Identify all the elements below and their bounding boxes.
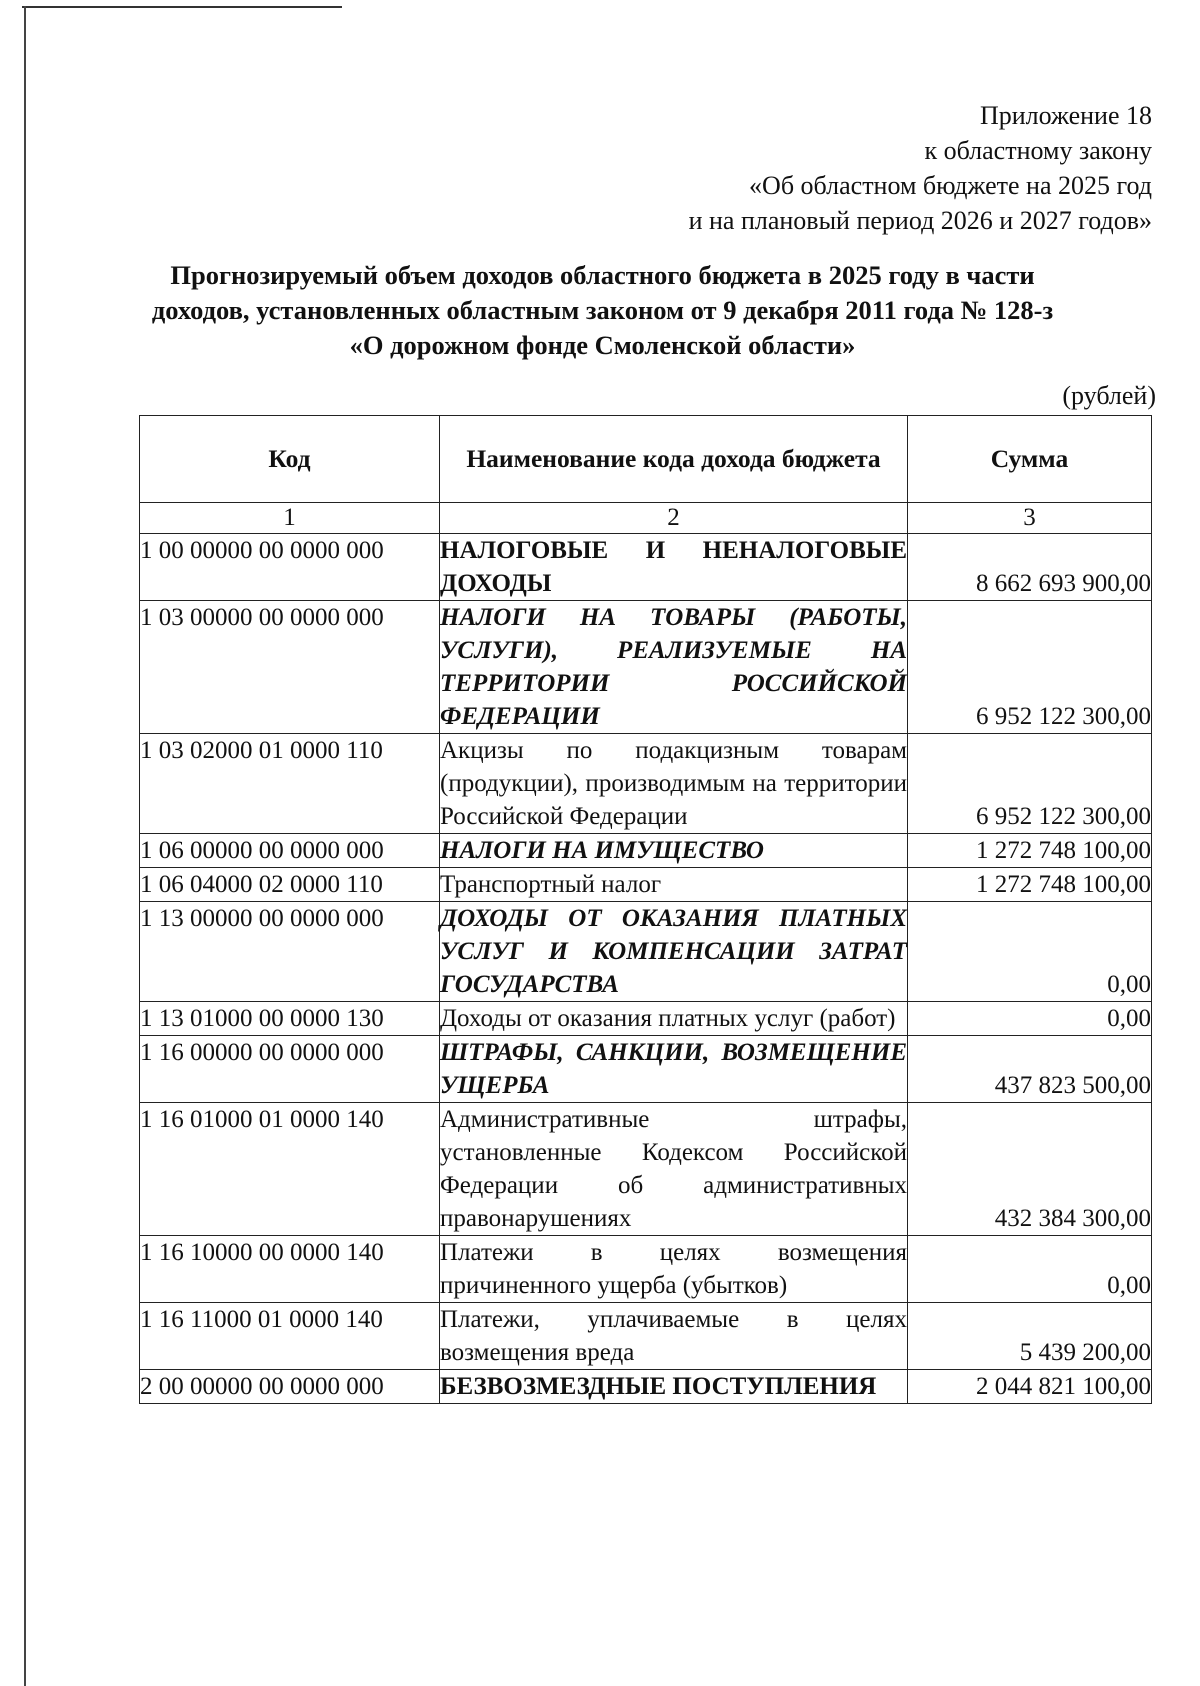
title-line-1: Прогнозируемый объем доходов областного бюджета в 2025 году в части xyxy=(170,260,1035,290)
header-sum: Сумма xyxy=(908,416,1152,503)
column-number: 1 xyxy=(140,503,440,534)
appendix-line-4: и на плановый период 2026 и 2027 годов» xyxy=(688,206,1152,235)
row-code: 1 16 01000 01 0000 140 xyxy=(140,1103,440,1236)
row-code: 1 16 00000 00 0000 000 xyxy=(140,1036,440,1103)
column-number: 3 xyxy=(908,503,1152,534)
page-edge-left xyxy=(24,6,26,1686)
title-line-3: «О дорожном фонде Смоленской области» xyxy=(349,330,856,360)
document-title xyxy=(130,258,1075,363)
table-row xyxy=(140,902,1152,1002)
row-code: 1 06 00000 00 0000 000 xyxy=(140,834,440,868)
row-sum: 1 272 748 100,00 xyxy=(908,868,1152,902)
row-sum: 6 952 122 300,00 xyxy=(908,734,1152,834)
table-row xyxy=(140,868,1152,902)
table-row xyxy=(140,1036,1152,1103)
revenue-table xyxy=(139,415,1152,1404)
row-name: Платежи, уплачиваемые в целях возмещения вреда xyxy=(440,1303,908,1370)
table-row xyxy=(140,534,1152,601)
table-row xyxy=(140,1370,1152,1404)
row-name: НАЛОГОВЫЕ И НЕНАЛОГОВЫЕ ДОХОДЫ xyxy=(440,534,908,601)
units-label: (рублей) xyxy=(1062,381,1156,410)
table-row xyxy=(140,1002,1152,1036)
table-row xyxy=(140,834,1152,868)
header-code: Код xyxy=(140,416,440,503)
row-name: ДОХОДЫ ОТ ОКАЗАНИЯ ПЛАТНЫХ УСЛУГ И КОМПЕНСАЦИИ ЗАТРАТ ГОСУДАРСТВА xyxy=(440,902,908,1002)
row-name: НАЛОГИ НА ИМУЩЕСТВО xyxy=(440,834,908,868)
appendix-line-2: к областному закону xyxy=(924,136,1152,165)
table-body xyxy=(140,534,1152,1404)
row-name: Доходы от оказания платных услуг (работ) xyxy=(440,1002,908,1036)
header-name: Наименование кода дохода бюджета xyxy=(440,416,908,503)
row-sum: 432 384 300,00 xyxy=(908,1103,1152,1236)
table-row xyxy=(140,1303,1152,1370)
column-number-row xyxy=(140,503,1152,534)
row-sum: 437 823 500,00 xyxy=(908,1036,1152,1103)
table-header-row xyxy=(140,416,1152,503)
appendix-line-1: Приложение 18 xyxy=(979,101,1152,130)
appendix-note xyxy=(452,98,1152,238)
row-code: 1 06 04000 02 0000 110 xyxy=(140,868,440,902)
row-code: 1 13 01000 00 0000 130 xyxy=(140,1002,440,1036)
row-sum: 0,00 xyxy=(908,1236,1152,1303)
page-edge-top xyxy=(22,6,342,8)
title-line-2: доходов, установленных областным законом от 9 декабря 2011 года № 128-з xyxy=(151,295,1054,325)
row-sum: 8 662 693 900,00 xyxy=(908,534,1152,601)
table-row xyxy=(140,734,1152,834)
row-name: Транспортный налог xyxy=(440,868,908,902)
table-row xyxy=(140,601,1152,734)
row-code: 1 03 00000 00 0000 000 xyxy=(140,601,440,734)
row-name: ШТРАФЫ, САНКЦИИ, ВОЗМЕЩЕНИЕ УЩЕРБА xyxy=(440,1036,908,1103)
row-sum: 0,00 xyxy=(908,902,1152,1002)
row-code: 1 16 10000 00 0000 140 xyxy=(140,1236,440,1303)
row-code: 1 00 00000 00 0000 000 xyxy=(140,534,440,601)
row-sum: 1 272 748 100,00 xyxy=(908,834,1152,868)
row-name: Акцизы по подакцизным товарам (продукции), производимым на территории Российской Федерации xyxy=(440,734,908,834)
row-code: 1 16 11000 01 0000 140 xyxy=(140,1303,440,1370)
row-code: 1 03 02000 01 0000 110 xyxy=(140,734,440,834)
row-sum: 0,00 xyxy=(908,1002,1152,1036)
row-name: БЕЗВОЗМЕЗДНЫЕ ПОСТУПЛЕНИЯ xyxy=(440,1370,908,1404)
appendix-line-3: «Об областном бюджете на 2025 год xyxy=(749,171,1152,200)
row-sum: 6 952 122 300,00 xyxy=(908,601,1152,734)
table-row xyxy=(140,1236,1152,1303)
row-sum: 5 439 200,00 xyxy=(908,1303,1152,1370)
row-name: Административные штрафы, установленные Кодексом Российской Федерации об административных правонарушениях xyxy=(440,1103,908,1236)
row-code: 1 13 00000 00 0000 000 xyxy=(140,902,440,1002)
row-code: 2 00 00000 00 0000 000 xyxy=(140,1370,440,1404)
row-name: НАЛОГИ НА ТОВАРЫ (РАБОТЫ, УСЛУГИ), РЕАЛИЗУЕМЫЕ НА ТЕРРИТОРИИ РОССИЙСКОЙ ФЕДЕРАЦИИ xyxy=(440,601,908,734)
table-row xyxy=(140,1103,1152,1236)
row-name: Платежи в целях возмещения причиненного ущерба (убытков) xyxy=(440,1236,908,1303)
row-sum: 2 044 821 100,00 xyxy=(908,1370,1152,1404)
column-number: 2 xyxy=(440,503,908,534)
